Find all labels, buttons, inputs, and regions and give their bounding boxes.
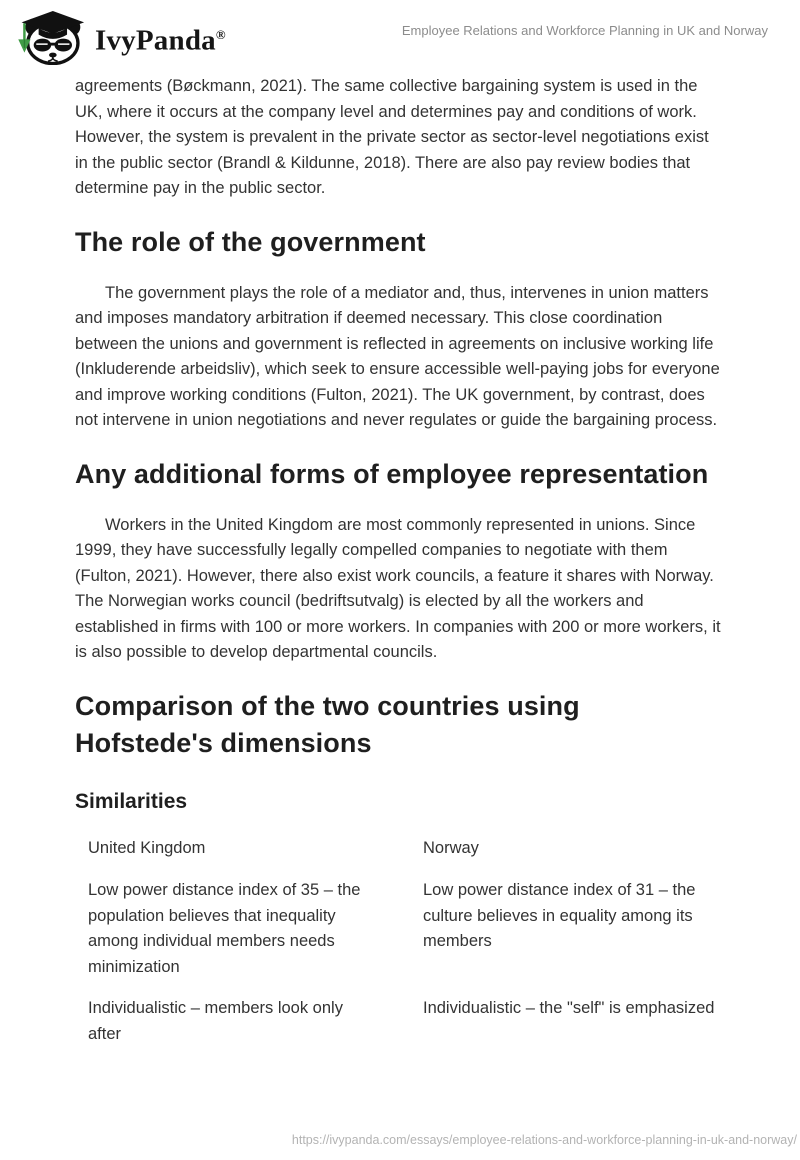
- heading-hofstede-comparison: Comparison of the two countries using Hofstede's dimensions: [75, 690, 580, 758]
- table-cell-uk-individualistic: Individualistic – members look only after: [88, 999, 343, 1043]
- paragraph-collective-bargaining: agreements (Bøckmann, 2021). The same collective bargaining system is used in the UK, where it occurs at the company level and determines pay and conditions of work. However, the system is prevalent in the private sector as sector-level negotiations exist in the public sector (Brandl & Kildunne, 2018). There are also pay review bodies that determine pay in the public sector.: [75, 77, 709, 197]
- heading-role-of-government: The role of the government: [75, 226, 426, 257]
- document-header-title: Employee Relations and Workforce Planning in UK and Norway: [401, 23, 768, 38]
- paragraph-government-mediator: The government plays the role of a mediator and, thus, intervenes in union matters and imposes mandatory arbitration if deemed necessary. This close coordination between the unions and government is reflected in agreements on inclusive working life (Inkluderende arbeidsliv), which seek to ensure accessible well-paying jobs for everyone and improve working conditions (Fulton, 2021). The UK government, by contrast, does not intervene in union negotiations and never regulates or guide the bargaining process.: [75, 283, 720, 429]
- brand-name-text: IvyPanda: [95, 24, 216, 57]
- table-header-united-kingdom: United Kingdom: [88, 838, 206, 857]
- table-cell-norway-power-distance: Low power distance index of 31 – the culture believes in equality among its members: [423, 881, 696, 950]
- brand-wordmark: [95, 9, 226, 67]
- table-header-norway: Norway: [423, 838, 479, 857]
- table-cell-uk-power-distance: Low power distance index of 35 – the population believes that inequality among individual members needs minimization: [88, 881, 361, 976]
- page-footer-source-url: https://ivypanda.com/essays/employee-relations-and-workforce-planning-in-uk-and-norway/: [291, 1133, 797, 1147]
- similarities-comparison-table: [75, 836, 725, 1048]
- subheading-similarities: Similarities: [75, 789, 188, 813]
- ivypanda-panda-logo-icon: [14, 10, 86, 65]
- registered-trademark-symbol: ®: [215, 27, 226, 42]
- page-header: [0, 0, 800, 66]
- ivypanda-brand: [14, 9, 226, 67]
- heading-additional-representation: Any additional forms of employee representation: [75, 458, 709, 489]
- table-cell-norway-individualistic: Individualistic – the "self" is emphasized: [423, 999, 715, 1017]
- paragraph-workers-representation: Workers in the United Kingdom are most commonly represented in unions. Since 1999, they have successfully legally compelled companies to negotiate with them (Fulton, 2021). However, there also exist work councils, a feature it shares with Norway. The Norwegian works council (bedriftsutvalg) is elected by all the workers and established in firms with 100 or more workers. In companies with 200 or more workers, it is also possible to develop departmental councils.: [75, 515, 721, 661]
- document-body: [0, 66, 800, 1047]
